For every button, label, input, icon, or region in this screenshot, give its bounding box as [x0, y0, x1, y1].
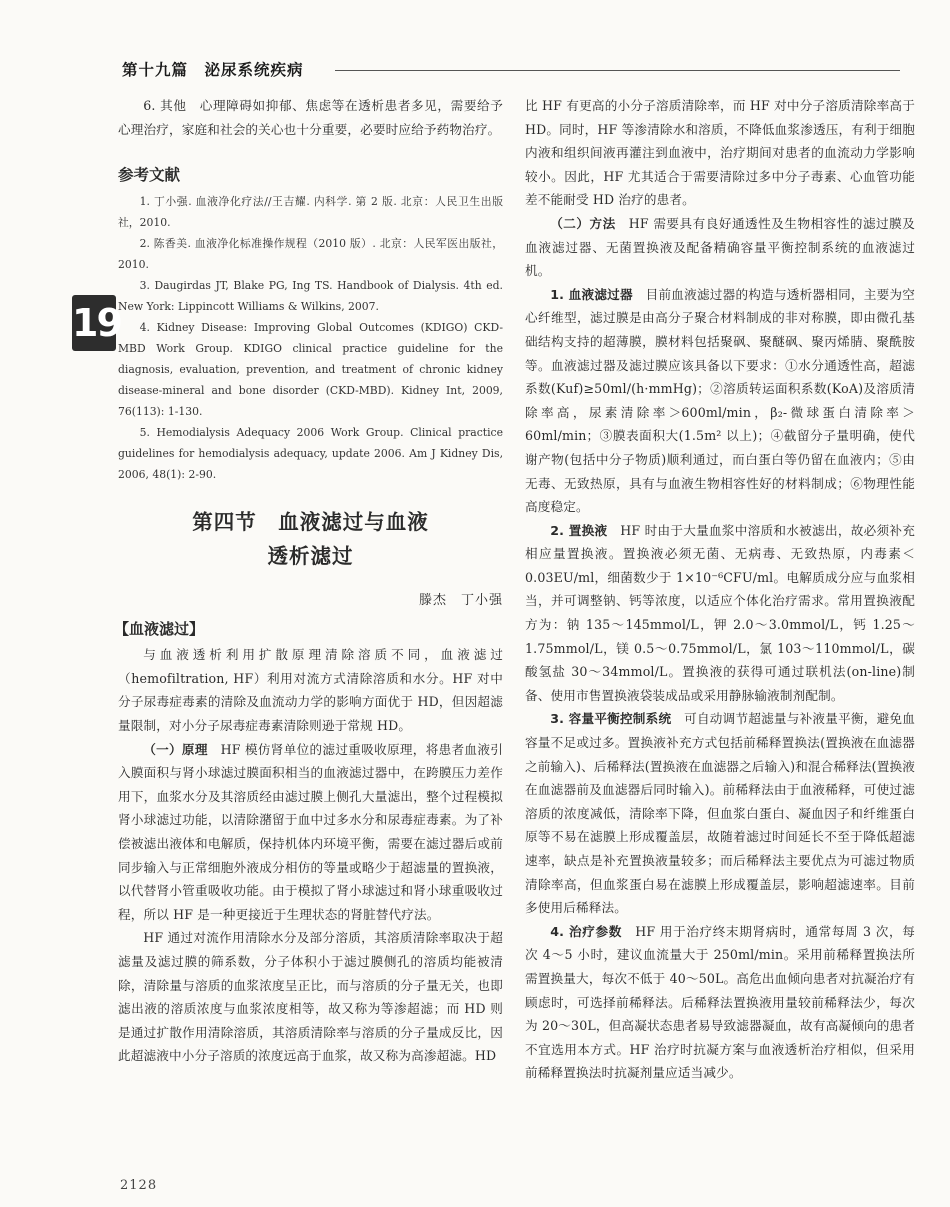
reference-item: 2. 陈香美. 血液净化标准操作规程（2010 版）. 北京：人民军医出版社，2010.	[118, 237, 503, 272]
principle-lead: （一）原理	[143, 741, 208, 757]
chapter-tab: 19	[72, 295, 116, 351]
references-heading: 参考文献	[118, 166, 181, 185]
reference-item: 5. Hemodialysis Adequacy 2006 Work Group. Clinical practice guidelines for hemodialysis adequacy, update 2006. Am J Kidney Dis, 2006, 48(1): 2-90.	[118, 426, 503, 482]
continued-paragraph: 比 HF 有更高的小分子溶质清除率，而 HF 对中分子溶质清除率高于 HD。同时，HF 等渗清除水和溶质，不降低血浆渗透压，有利于细胞内液和组织间液再灌注到血液中，治疗期间对患者的血流动力学影响较小。因此，HF 尤其适合于需要清除过多中分子毒素、心血管功能差不能耐受 HD 治疗的患者。	[525, 98, 915, 208]
intro-paragraph: 与血液透析利用扩散原理清除溶质不同，血液滤过（hemofiltration, HF）利用对流方式清除溶质和水分。HF 对中分子尿毒症毒素的清除及血流动力学的影响方面优于 HD，但因超滤量限制，对小分子尿毒症毒素清除则逊于常规 HD。	[118, 647, 503, 733]
replacement-paragraph	[525, 519, 915, 708]
paragraph-other: 6. 其他 心理障碍如抑郁、焦虑等在透析患者多见，需要给予心理治疗，家庭和社会的关心也十分重要，必要时应给予药物治疗。	[118, 98, 503, 137]
reference-list	[118, 191, 503, 485]
left-column	[114, 94, 503, 1068]
params-paragraph	[525, 920, 915, 1085]
method-paragraph	[525, 212, 915, 283]
principle-text: HF 模仿肾单位的滤过重吸收原理，将患者血液引入膜面积与肾小球滤过膜面积相当的血液滤过器中，在跨膜压力差作用下，血浆水分及其溶质经由滤过膜上侧孔大量滤出，整个过程模拟肾小球滤过功能，以清除潴留于血中过多水分和尿毒症毒素。为了补偿被滤出液体和电解质，保持机体内环境平衡，需要在滤过器后或前同步输入与正常细胞外液成分相仿的等量或略少于超滤量的置换液，以代替肾小管重吸收功能。由于模拟了肾小球滤过和肾小球重吸收过程，所以 HF 是一种更接近于生理状态的肾脏替代疗法。	[118, 741, 503, 922]
section-title	[118, 505, 503, 573]
filter-text: 目前血液滤过器的构造与透析器相同，主要为空心纤维型，滤过膜是由高分子聚合材料制成的非对称膜，即由微孔基础结构支持的超薄膜，膜材料包括聚砜、聚醚砜、聚丙烯腈、聚酰胺等。血液滤过器及滤过膜应该具备以下要求：①水分通透性高，超滤系数(Kuf)≥50ml/(h·mmHg)；②溶质转运面积系数(KoA)及溶质清除率高，尿素清除率＞600ml/min，β₂-微球蛋白清除率＞60ml/min；③膜表面积大(1.5m² 以上)；④截留分子量明确，使代谢产物(包括中分子物质)顺利通过，而白蛋白等仍留在血液内；⑤由无毒、无致热原，具有与血液生物相容性好的材料制成；⑥物理性能高度稳定。	[525, 286, 915, 515]
reference-item: 1. 丁小强. 血液净化疗法//王吉耀. 内科学. 第 2 版. 北京：人民卫生出版社，2010.	[118, 195, 503, 230]
subsection-heading: 【血液滤过】	[114, 620, 205, 639]
right-column	[525, 94, 915, 1085]
chapter-header: 第十九篇 泌尿系统疾病	[122, 61, 304, 79]
params-lead: 4. 治疗参数	[550, 923, 622, 939]
reference-item: 4. Kidney Disease: Improving Global Outcomes (KDIGO) CKD-MBD Work Group. KDIGO clinical practice guideline for the diagnosis, evaluation, prevention, and treatment of chronic kidney disease-mineral and bone disorder (CKD-MBD). Kidney Int, 2009, 76(113): 1-130.	[118, 321, 503, 419]
header-rule	[335, 70, 900, 71]
filter-lead: 1. 血液滤过器	[550, 286, 633, 302]
replacement-lead: 2. 置换液	[550, 522, 608, 538]
section-title-line: 透析滤过	[267, 544, 354, 569]
method-text: HF 需要具有良好通透性及生物相容性的滤过膜及血液滤过器、无菌置换液及配备精确容量平衡控制系统的血液滤过机。	[525, 215, 916, 279]
method-lead: （二）方法	[550, 215, 616, 231]
clearance-paragraph: HF 通过对流作用清除水分及部分溶质，其溶质清除率取决于超滤量及滤过膜的筛系数，分子体积小于滤过膜侧孔的溶质均能被清除，清除量与溶质的血浆浓度呈正比，而与溶质的分子量无关，也即滤出液的溶质浓度与血浆浓度相等，故又称为等渗超滤；而 HD 则是通过扩散作用清除溶质，其溶质清除率与溶质的分子量成反比，因此超滤液中小分子溶质的浓度远高于血浆，故又称为高渗超滤。HD	[118, 930, 503, 1064]
params-text: HF 用于治疗终末期肾病时，通常每周 3 次，每次 4～5 小时，建议血流量大于 250ml/min。采用前稀释置换法所需置换量大，每次不低于 40～50L。高危出血倾向患者对抗凝治疗有顾虑时，可选择前稀释法。后稀释法置换液用量较前稀释法少，每次为 20～30L，但高凝状态患者易导致滤器凝血，故有高凝倾向的患者不宜选用本方式。HF 治疗时抗凝方案与血液透析治疗相似，但采用前稀释置换法时抗凝剂量应适当减少。	[525, 923, 915, 1081]
filter-paragraph	[525, 283, 915, 519]
authors: 滕杰 丁小强	[418, 593, 503, 609]
principle-paragraph	[118, 738, 503, 927]
reference-item: 3. Daugirdas JT, Blake PG, Ing TS. Handbook of Dialysis. 4th ed. New York: Lippincott Williams & Wilkins, 2007.	[118, 279, 503, 314]
volume-paragraph	[525, 707, 915, 919]
replacement-text: HF 时由于大量血浆中溶质和水被滤出，故必须补充相应量置换液。置换液必须无菌、无病毒、无致热原，内毒素＜0.03EU/ml，细菌数少于 1×10⁻⁶CFU/ml。电解质成分应与血浆相当，并可调整钠、钙等浓度，以适应个体化治疗需求。常用置换液配方为：钠 135～145mmol/L，钾 2.0～3.0mmol/L，钙 1.25～1.75mmol/L，镁 0.5～0.75mmol/L，氯 103～110mmol/L，碳酸氢盐 30～34mmol/L。置换液的获得可通过联机法(on-line)制备、使用市售置换液袋装成品或采用静脉输液制剂配制。	[525, 522, 915, 703]
volume-text: 可自动调节超滤量与补液量平衡，避免血容量不足或过多。置换液补充方式包括前稀释置换法(置换液在血滤器之前输入)、后稀释法(置换液在血滤器之后输入)和混合稀释法(置换液在血滤器前及血滤器后同时输入)。前稀释法由于血液稀释，可使过滤溶质的浓度减低，清除率下降，但血浆白蛋白、凝血因子和纤维蛋白原等不易在滤膜上形成覆盖层，故随着滤过时间延长不至于降低超滤速率，缺点是补充置换液量较多；而后稀释法主要优点为可滤过物质清除率高，但血浆蛋白易在滤膜上形成覆盖层，影响超滤速率。目前多使用后稀释法。	[525, 711, 915, 916]
section-title-line: 第四节 血液滤过与血液	[192, 510, 429, 535]
volume-lead: 3. 容量平衡控制系统	[550, 711, 672, 727]
page-number: 2128	[120, 1178, 158, 1193]
